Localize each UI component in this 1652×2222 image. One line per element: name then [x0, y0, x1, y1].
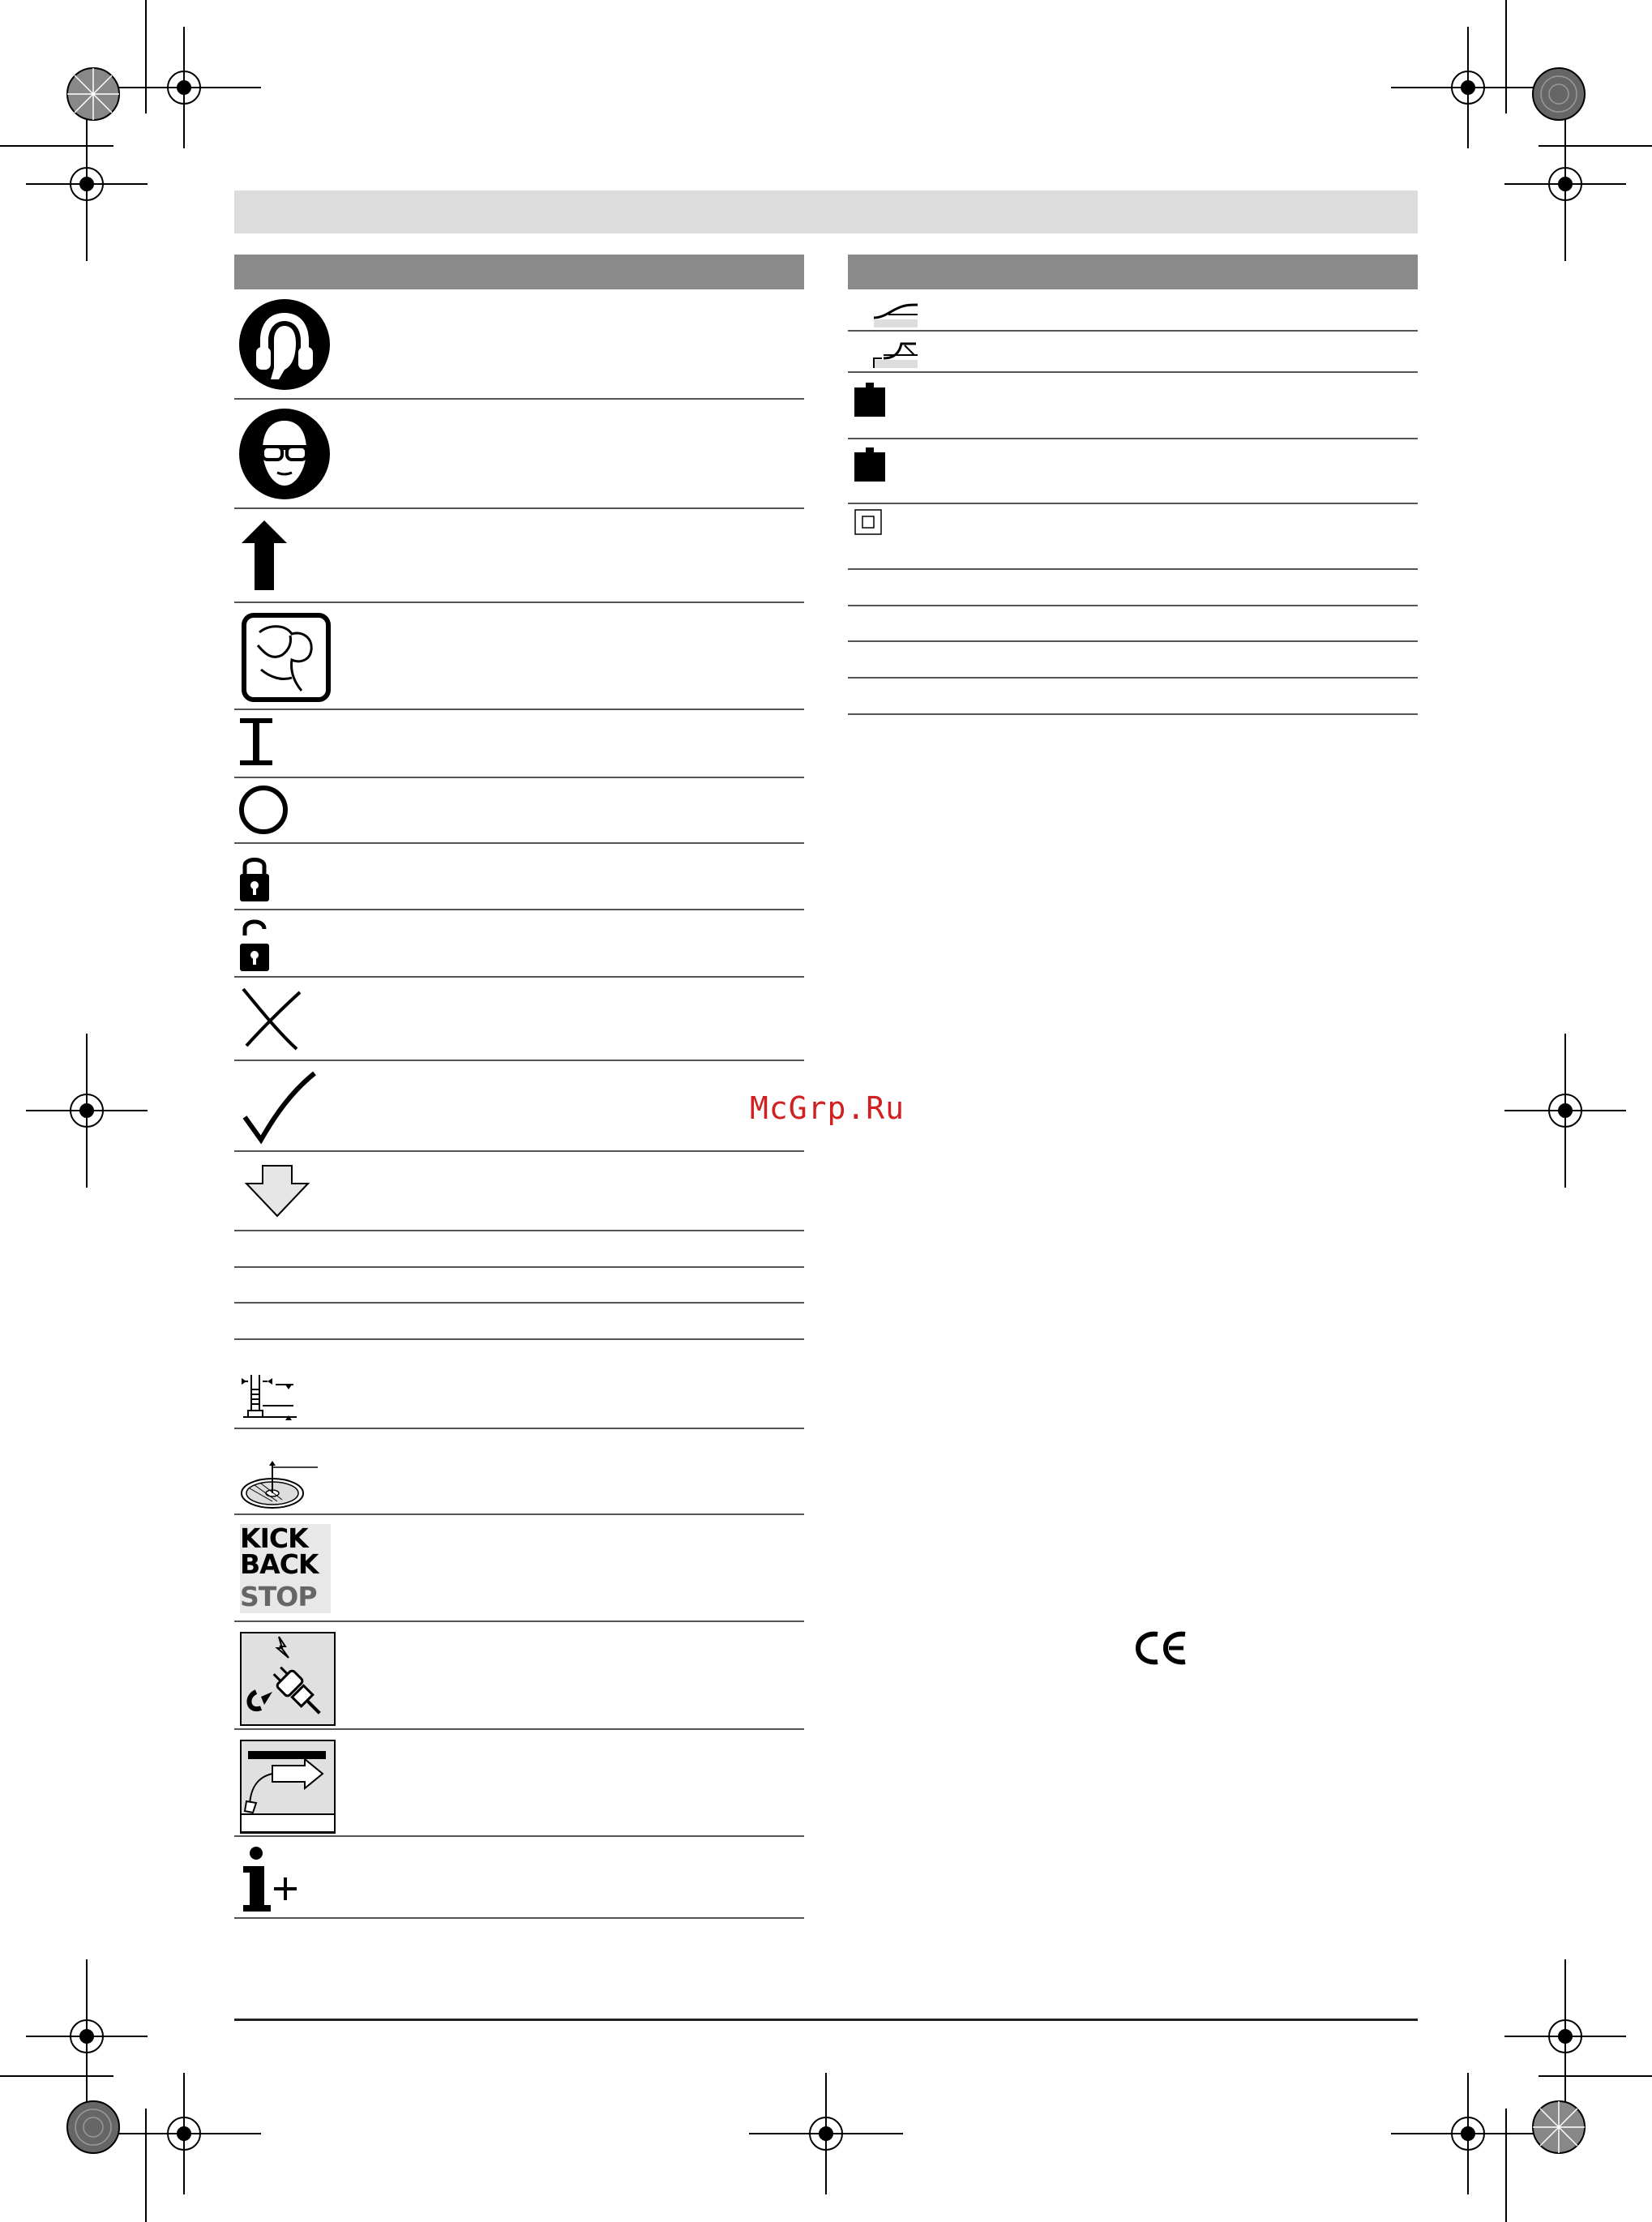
row-divider — [848, 568, 1418, 570]
cross-icon — [240, 986, 303, 1051]
row-divider — [234, 1338, 804, 1340]
eye-protection-icon — [238, 408, 331, 500]
right-column-header — [848, 255, 1418, 289]
row-divider — [848, 640, 1418, 642]
row-divider — [234, 1917, 804, 1919]
row-divider — [848, 330, 1418, 332]
row-divider — [848, 713, 1418, 715]
left-column-header — [234, 255, 804, 289]
watermark-text: McGrp.Ru — [750, 1090, 905, 1126]
row-divider — [234, 1513, 804, 1515]
guard-vibration-icon — [872, 334, 919, 370]
check-icon — [242, 1070, 316, 1145]
switch-off-icon — [238, 785, 289, 835]
row-divider — [234, 1150, 804, 1152]
row-divider — [234, 1302, 804, 1304]
ear-protection-icon — [238, 298, 331, 391]
down-arrow-icon — [245, 1164, 310, 1218]
row-divider — [234, 507, 804, 509]
kickback-line-3: STOP — [240, 1581, 317, 1612]
page-header-band — [234, 191, 1418, 233]
kickback-stop-icon — [240, 1524, 331, 1613]
restart-protection-icon — [240, 1632, 336, 1726]
protection-class-ii-icon — [854, 509, 882, 535]
direction-arrow-icon — [240, 519, 290, 593]
row-divider — [234, 976, 804, 978]
constant-electronic-icon — [240, 1740, 336, 1834]
row-divider — [848, 438, 1418, 439]
switch-on-icon — [238, 717, 274, 767]
thread-depth-icon — [240, 1373, 300, 1425]
weight-icon — [854, 447, 885, 482]
row-divider — [848, 503, 1418, 504]
kickback-line-2: BACK — [240, 1548, 319, 1580]
unlock-icon — [238, 916, 271, 973]
row-divider — [234, 1060, 804, 1061]
ce-mark-icon — [1135, 1629, 1188, 1667]
row-divider — [234, 602, 804, 603]
row-divider — [234, 709, 804, 710]
two-hand-grip-icon — [242, 613, 331, 702]
row-divider — [234, 842, 804, 844]
row-divider — [234, 909, 804, 910]
disc-diameter-icon — [240, 1459, 321, 1509]
row-divider — [234, 1835, 804, 1837]
row-divider — [848, 371, 1418, 373]
guard-standard-icon — [872, 293, 919, 329]
lock-icon — [238, 851, 271, 903]
row-divider — [234, 1620, 804, 1622]
row-divider — [234, 398, 804, 400]
page-footer-rule — [234, 2019, 1418, 2021]
info-plus-icon — [240, 1847, 303, 1913]
kickback-line-1: KICK — [240, 1522, 308, 1554]
weight-icon — [854, 383, 885, 417]
row-divider — [234, 1428, 804, 1429]
row-divider — [848, 605, 1418, 606]
row-divider — [234, 777, 804, 778]
row-divider — [234, 1266, 804, 1268]
row-divider — [848, 677, 1418, 679]
row-divider — [234, 1230, 804, 1231]
row-divider — [234, 1728, 804, 1730]
